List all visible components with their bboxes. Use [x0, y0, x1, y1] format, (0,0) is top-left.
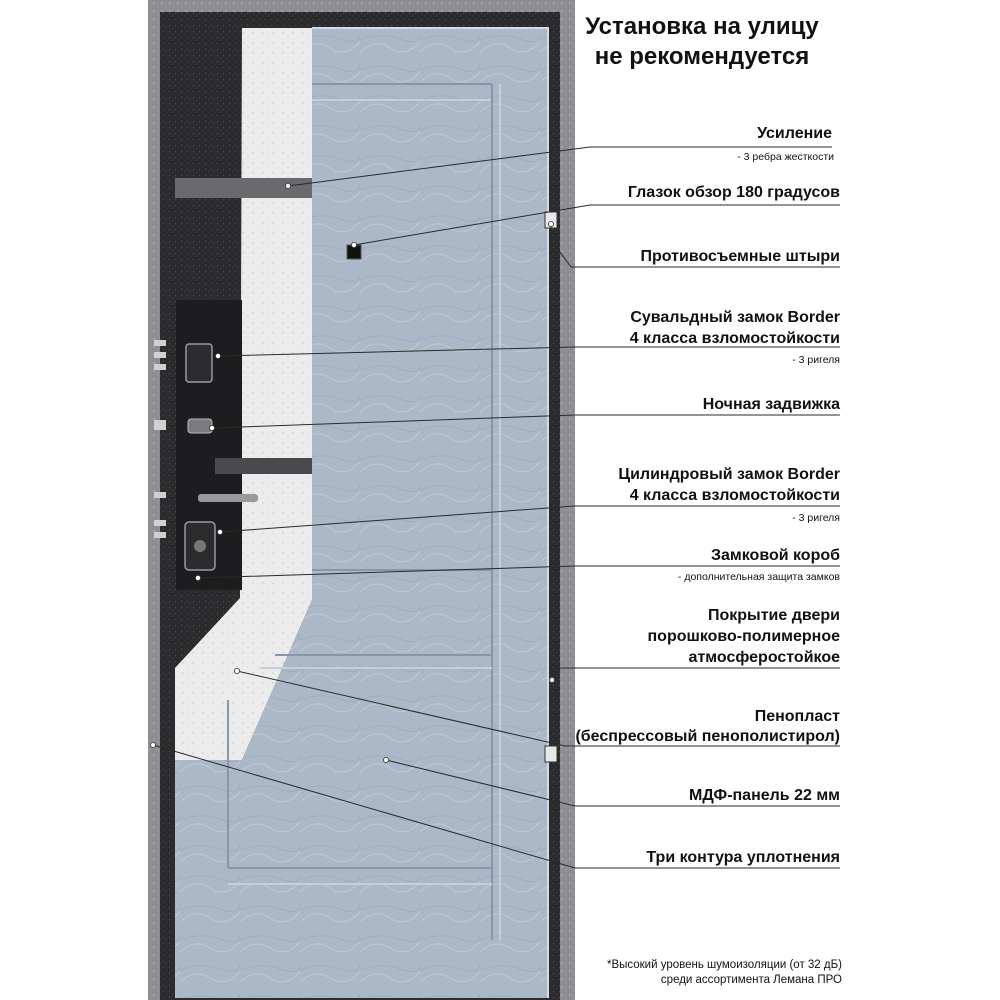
leader-line-coating: [552, 668, 840, 680]
callout-foam-line-2: (беспрессовый пенополистирол): [575, 728, 840, 745]
page-title-line-1: Установка на улицу: [585, 13, 819, 40]
callout-cylinder-lock-line-1: Цилиндровый замок Border: [618, 466, 840, 483]
callout-seals-title: Три контура уплотнения: [646, 849, 840, 866]
callout-peephole-title: Глазок обзор 180 градусов: [627, 184, 840, 201]
callout-lock-box-title: Замковой короб: [710, 547, 840, 564]
callout-lever-lock-line-2: 4 класса взломостойкости: [629, 330, 840, 347]
pointer-dot-cylinder-lock: [217, 529, 222, 534]
callout-lock-box-detail: - дополнительная защита замков: [677, 571, 840, 583]
footnote-line-1: *Высокий уровень шумоизоляции (от 32 дБ): [606, 959, 842, 971]
lever-lock-body: [186, 344, 212, 382]
pointer-dot-seal-contours: [150, 742, 155, 747]
pointer-dot-coating: [549, 677, 554, 682]
callout-pins-title: Противосъемные штыри: [640, 248, 840, 265]
anti-removal-pin-bottom: [545, 746, 557, 762]
night-latch-knob: [188, 419, 212, 433]
callout-lever-lock-line-1: Сувальдный замок Border: [630, 309, 840, 326]
pointer-dot-lock-box: [195, 575, 200, 580]
callout-foam-line-1: Пенопласт: [754, 708, 840, 725]
callout-cylinder-lock-line-2: 4 класса взломостойкости: [629, 487, 840, 504]
callout-coating-line-2: порошково-полимерное: [647, 628, 840, 645]
callout-mdf-title: МДФ-панель 22 мм: [689, 787, 840, 804]
callout-coating-line-1: Покрытие двери: [707, 607, 840, 624]
door-handle: [198, 494, 258, 502]
pointer-dot-reinforcement: [285, 183, 290, 188]
pointer-dot-mdf-panel: [383, 757, 388, 762]
pointer-dot-peephole: [351, 242, 356, 247]
footnote-line-2: среди ассортимента Лемана ПРО: [660, 974, 842, 986]
pointer-dot-foam: [234, 668, 239, 673]
callout-night-latch-title: Ночная задвижка: [702, 396, 840, 413]
pointer-dot-lever-lock: [215, 353, 220, 358]
callout-coating-line-3: атмосферостойкое: [688, 649, 840, 666]
handle-plate: [215, 458, 312, 474]
callout-reinforcement-detail: - 3 ребра жесткости: [737, 151, 834, 163]
stiffening-rib: [175, 178, 313, 198]
pointer-dot-night-latch: [209, 425, 214, 430]
pointer-dot-anti-removal-pins: [548, 221, 553, 226]
callout-lever-lock-detail: - 3 ригеля: [792, 354, 840, 366]
page-title-line-2: не рекомендуется: [594, 43, 810, 70]
callout-cylinder-lock-detail: - 3 ригеля: [792, 512, 840, 524]
callout-reinforcement-title: Усиление: [757, 125, 832, 142]
